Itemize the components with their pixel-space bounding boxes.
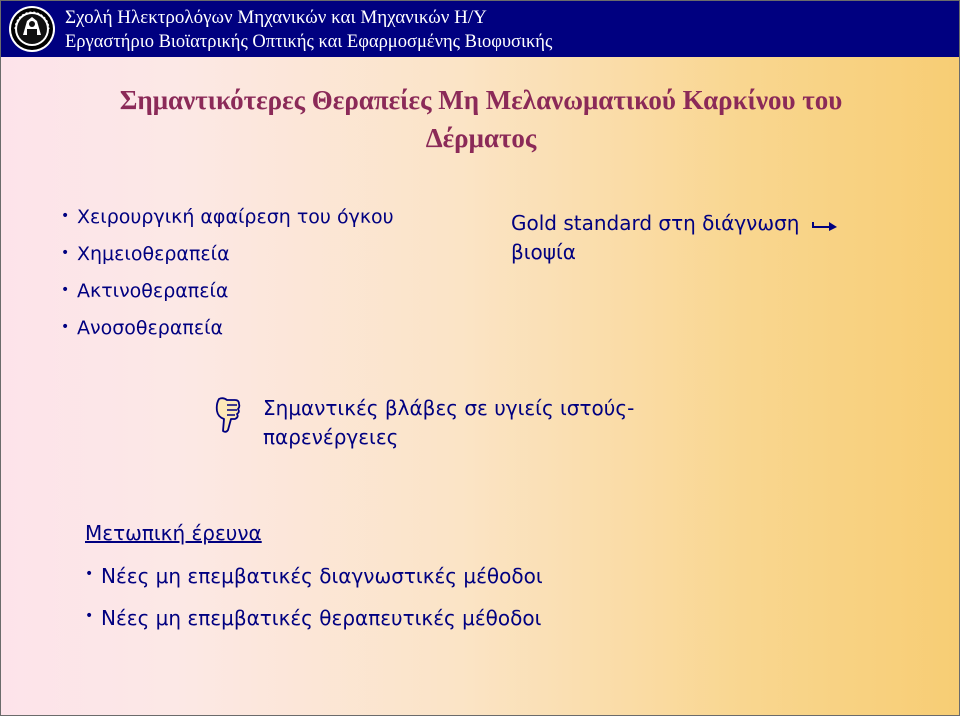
list-item [61, 280, 394, 317]
research-list [85, 564, 543, 648]
research-heading: Μετωπική έρευνα [85, 521, 262, 545]
gold-standard-text: Gold standard στη διάγνωση [511, 211, 800, 235]
therapy-chemotherapy: Χημειοθεραπεία [77, 243, 230, 265]
side-effects-line-1: Σημαντικές βλάβες σε υγιείς ιστούς- [263, 396, 635, 420]
bullet-icon: • [61, 319, 70, 335]
slide-title-line-1: Σημαντικότερες Θεραπείες Μη Μελανωματικού Καρκίνου του [119, 85, 843, 115]
list-item [85, 564, 543, 606]
list-item [61, 206, 394, 243]
side-effects-line-2: παρενέργειες [263, 425, 399, 449]
bullet-icon: • [61, 245, 70, 261]
therapy-surgery: Χειρουργική αφαίρεση του όγκου [77, 206, 394, 228]
therapies-list [61, 206, 394, 354]
slide-title-line-2: Δέρματος [425, 123, 537, 153]
university-seal-icon [7, 5, 57, 53]
header-lab-name: Εργαστήριο Βιοϊατρικής Οπτικής και Εφαρμοσμένης Βιοφυσικής [65, 32, 553, 52]
bullet-icon: • [85, 608, 94, 624]
right-arrow-icon [812, 218, 838, 232]
slide-title [41, 81, 921, 157]
research-diagnostic-methods: Νέες μη επεμβατικές διαγνωστικές μέθοδοι [101, 564, 543, 588]
header-school-name: Σχολή Ηλεκτρολόγων Μηχανικών και Μηχανικών Η/Υ [65, 7, 487, 28]
pointing-hand-icon [213, 395, 243, 433]
side-effects-note [263, 394, 634, 452]
bullet-icon: • [61, 208, 70, 224]
list-item [85, 606, 543, 648]
gold-standard-biopsy: βιοψία [511, 240, 576, 264]
list-item [61, 243, 394, 280]
bullet-icon: • [61, 282, 70, 298]
research-therapeutic-methods: Νέες μη επεμβατικές θεραπευτικές μέθοδοι [101, 606, 542, 630]
therapy-radiotherapy: Ακτινοθεραπεία [77, 280, 229, 302]
gold-standard-note [511, 209, 838, 267]
bullet-icon: • [85, 566, 94, 582]
therapy-immunotherapy: Ανοσοθεραπεία [77, 317, 224, 339]
list-item [61, 317, 394, 354]
